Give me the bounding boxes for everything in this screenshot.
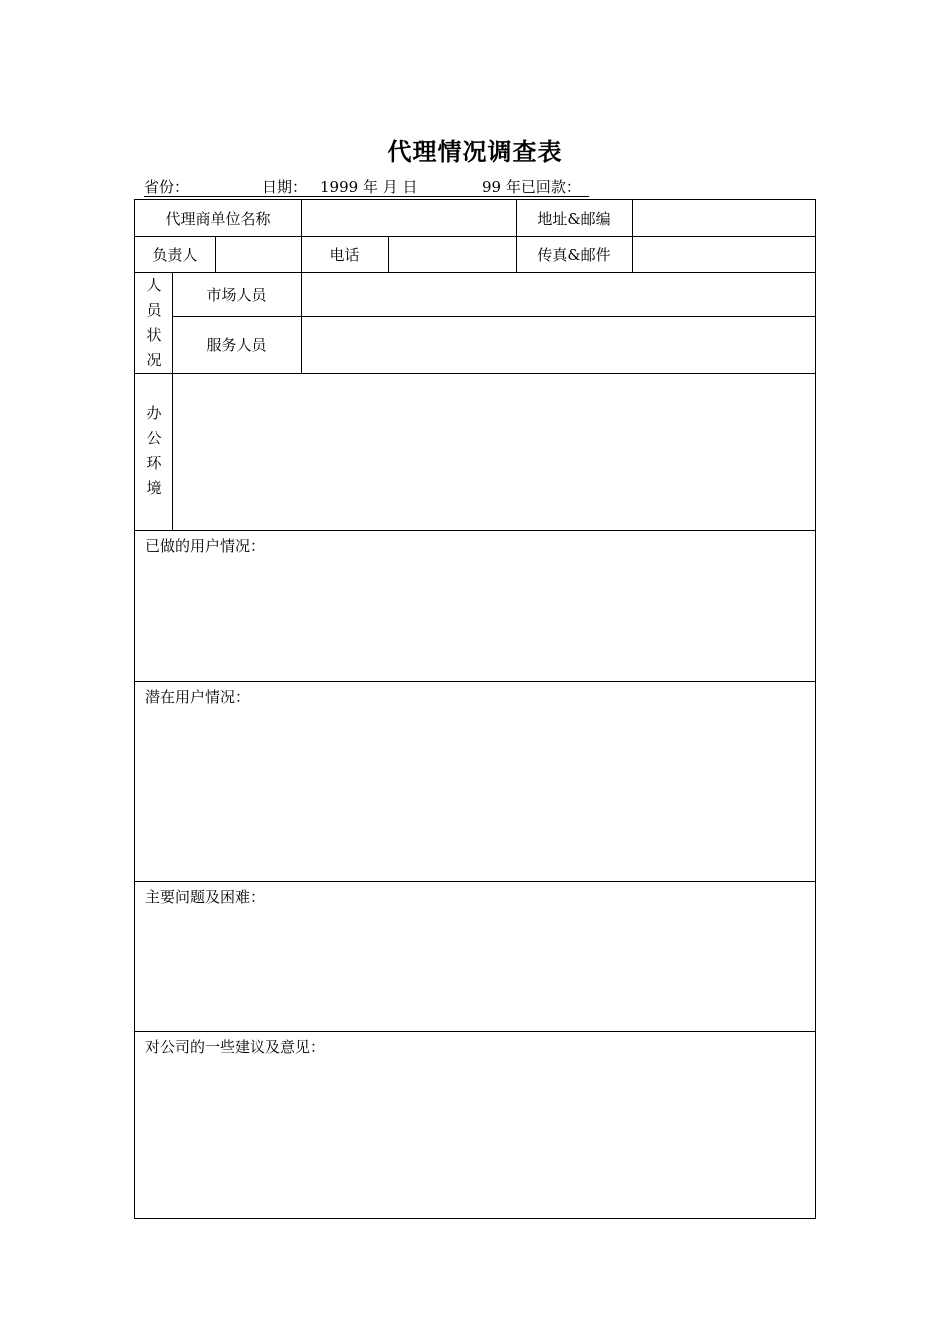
suggestions-field[interactable] bbox=[135, 1031, 815, 1218]
phone-field[interactable] bbox=[389, 236, 516, 272]
date-label: 日期： bbox=[262, 178, 308, 196]
service-staff-label: 服务人员 bbox=[206, 336, 267, 354]
person-field[interactable] bbox=[216, 236, 301, 272]
agent-name-label: 代理商单位名称 bbox=[165, 209, 271, 228]
potential-users-label: 潜在用户情况： bbox=[145, 688, 251, 706]
suggestions-label: 对公司的一些建议及意见： bbox=[145, 1038, 326, 1056]
phone-label: 电话 bbox=[329, 245, 360, 264]
problems-field[interactable] bbox=[135, 881, 815, 1031]
date-value: 1999 年 月 日 bbox=[320, 178, 418, 196]
survey-form bbox=[134, 199, 816, 1219]
fax-label: 传真&邮件 bbox=[537, 245, 611, 264]
address-label: 地址&邮编 bbox=[537, 209, 611, 228]
potential-users-field[interactable] bbox=[135, 681, 815, 881]
header-meta-line bbox=[144, 176, 589, 197]
page-title: 代理情况调查表 bbox=[387, 137, 563, 166]
fax-field[interactable] bbox=[633, 236, 815, 272]
office-environment-field[interactable] bbox=[173, 373, 815, 530]
office-environment-label: 办 公 环 境 bbox=[146, 404, 162, 497]
address-field[interactable] bbox=[633, 200, 815, 236]
problems-label: 主要问题及困难： bbox=[145, 888, 266, 906]
staff-group-label: 人 员 状 况 bbox=[146, 276, 162, 369]
existing-users-field[interactable] bbox=[135, 530, 815, 681]
market-staff-label: 市场人员 bbox=[206, 285, 267, 304]
payment-label: 99 年已回款： bbox=[482, 178, 581, 196]
province-label: 省份： bbox=[144, 178, 190, 196]
existing-users-label: 已做的用户情况： bbox=[145, 537, 266, 555]
agent-name-field[interactable] bbox=[302, 200, 516, 236]
person-label: 负责人 bbox=[152, 245, 198, 264]
market-staff-field[interactable] bbox=[302, 272, 815, 316]
service-staff-field[interactable] bbox=[302, 316, 815, 373]
